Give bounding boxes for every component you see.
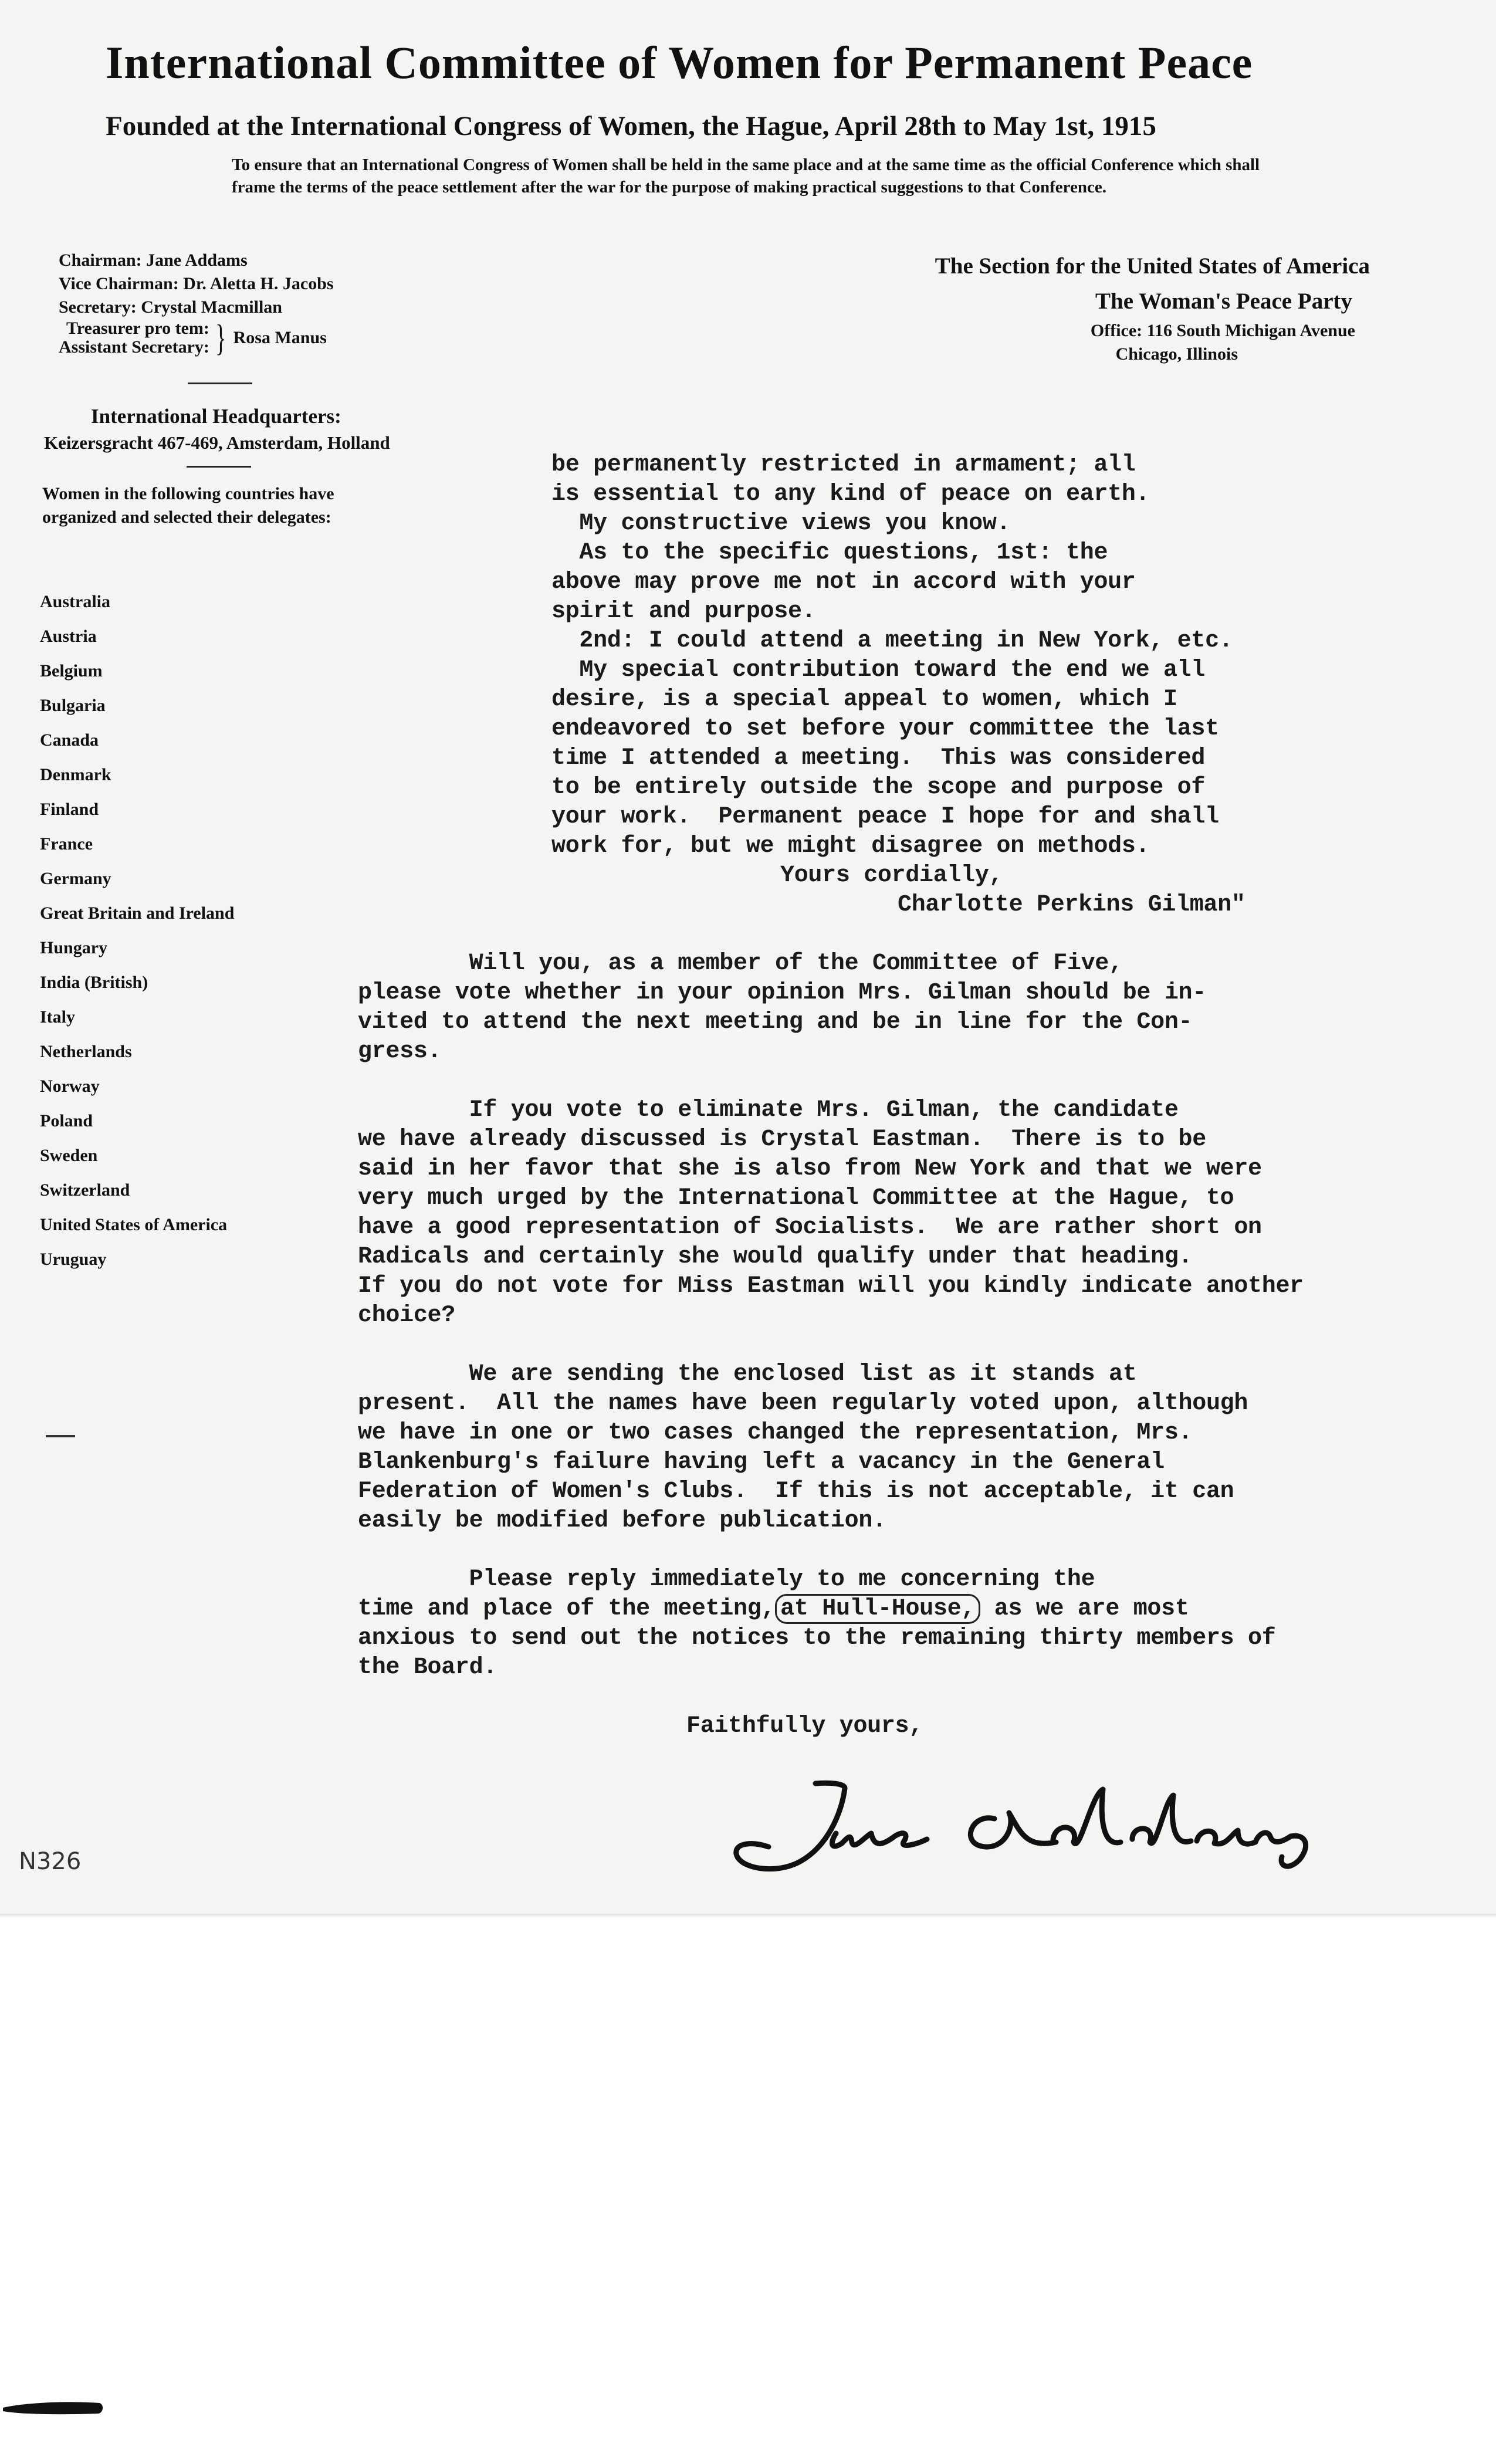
letterhead-purpose: To ensure that an International Congress of Women shall be held in the same place and at the same time as the official Conference which shall frame the terms of the peace settlement after the war for the purpose of making practical suggestions to that Conference. — [232, 155, 1260, 197]
officer-chairman: Chairman: Jane Addams — [59, 251, 248, 270]
us-section-line1: The Section for the United States of America — [935, 253, 1370, 279]
para2-line: If you do not vote for Miss Eastman will you kindly indicate another — [358, 1273, 1304, 1299]
officer-treasurer: Treasurer pro tem: — [66, 319, 209, 338]
quote-signature: Charlotte Perkins Gilman" — [898, 892, 1245, 918]
headquarters-address: Keizersgracht 467-469, Amsterdam, Holland — [44, 432, 390, 453]
para2-line: said in her favor that she is also from New York and that we were — [358, 1156, 1262, 1182]
country-item: United States of America — [40, 1215, 228, 1234]
quote-line: time I attended a meeting. This was considered — [551, 745, 1206, 771]
letter-closing: Faithfully yours, — [686, 1713, 923, 1739]
quote-line: My special contribution toward the end we all — [551, 657, 1206, 683]
country-item: Great Britain and Ireland — [40, 903, 235, 923]
country-item: Canada — [40, 730, 99, 750]
us-section-line3: Office: 116 South Michigan Avenue — [1090, 321, 1355, 340]
para4-line: the Board. — [358, 1654, 497, 1681]
para1-line: Will you, as a member of the Committee of Five, — [358, 950, 1123, 977]
para1-line: gress. — [358, 1038, 442, 1065]
quote-line: work for, but we might disagree on methods. — [551, 833, 1150, 859]
para4-line2-start: time and place of the meeting, — [358, 1596, 776, 1622]
country-item: Norway — [40, 1077, 100, 1096]
quote-line: be permanently restricted in armament; all — [551, 452, 1136, 478]
countries-list — [40, 590, 234, 1282]
quote-line: desire, is a special appeal to women, which I — [551, 686, 1177, 713]
para1-line: please vote whether in your opinion Mrs. Gilman should be in- — [358, 980, 1206, 1006]
quote-line: My constructive views you know. — [551, 510, 1011, 537]
officer-treasurer-name: Rosa Manus — [233, 328, 327, 347]
para2-line: have a good representation of Socialists. We are rather short on — [358, 1214, 1262, 1241]
para4-line: Please reply immediately to me concerning the — [358, 1566, 1095, 1593]
para3-line: we have in one or two cases changed the representation, Mrs. — [358, 1420, 1193, 1446]
para3-line: Federation of Women's Clubs. If this is not acceptable, it can — [358, 1478, 1234, 1505]
officer-vice-chairman: Vice Chairman: Dr. Aletta H. Jacobs — [59, 274, 334, 293]
country-item: Germany — [40, 869, 111, 888]
divider — [188, 383, 252, 384]
us-section-line4: Chicago, Illinois — [1115, 344, 1238, 364]
para2-line: very much urged by the International Committee at the Hague, to — [358, 1185, 1234, 1211]
margin-mark — [46, 1435, 75, 1437]
letterhead-founded-line: Founded at the International Congress of Women, the Hague, April 28th to May 1st, 1915 — [106, 111, 1156, 141]
country-item: Switzerland — [40, 1180, 130, 1200]
quote-line: spirit and purpose. — [551, 598, 816, 625]
country-item: Belgium — [40, 661, 103, 681]
archive-number: N326 — [19, 1848, 82, 1875]
country-item: Uruguay — [40, 1250, 107, 1269]
quote-line: above may prove me not in accord with your — [551, 569, 1136, 595]
para2-line: choice? — [358, 1302, 455, 1329]
signature-jane-addams — [727, 1778, 1320, 1877]
officer-treasurer-block — [59, 319, 422, 357]
country-item: Hungary — [40, 938, 108, 957]
us-section-block — [783, 249, 1370, 366]
letterhead-title: International Committee of Women for Permanent Peace — [106, 37, 1253, 88]
para2-line: we have already discussed is Crystal Eastman. There is to be — [358, 1126, 1206, 1153]
quote-line: 2nd: I could attend a meeting in New York, etc. — [551, 628, 1233, 654]
sheet-bottom-edge — [0, 1914, 1496, 1918]
country-item: Denmark — [40, 765, 111, 784]
para4-line: anxious to send out the notices to the remaining thirty members of — [358, 1625, 1276, 1651]
para3-line: Blankenburg's failure having left a vacancy in the General — [358, 1449, 1165, 1475]
para2-line: Radicals and certainly she would qualify under that heading. — [358, 1244, 1193, 1270]
quote-line: endeavored to set before your committee the last — [551, 716, 1219, 742]
quote-line: to be entirely outside the scope and purpose of — [551, 774, 1206, 801]
officers-block — [59, 249, 422, 357]
para4-line — [358, 1595, 1390, 1624]
country-item: India (British) — [40, 973, 148, 992]
us-section-line2: The Woman's Peace Party — [1095, 289, 1352, 314]
quote-line: As to the specific questions, 1st: the — [551, 540, 1108, 566]
country-item: Australia — [40, 592, 110, 611]
letter-body — [358, 451, 1390, 1741]
country-item: Italy — [40, 1007, 75, 1027]
officer-secretary: Secretary: Crystal Macmillan — [59, 297, 282, 317]
marker-stroke — [0, 2397, 106, 2417]
country-item: Finland — [40, 800, 99, 819]
countries-intro: Women in the following countries have organized and selected their delegates: — [42, 484, 334, 527]
divider — [187, 466, 251, 468]
headquarters-title: International Headquarters: — [91, 405, 341, 428]
para3-line: present. All the names have been regularly voted upon, although — [358, 1390, 1248, 1417]
quote-line: your work. Permanent peace I hope for and shall — [551, 804, 1219, 830]
officer-assistant-secretary: Assistant Secretary: — [59, 337, 209, 357]
country-item: Bulgaria — [40, 696, 106, 715]
country-item: Sweden — [40, 1146, 98, 1165]
para2-line: If you vote to eliminate Mrs. Gilman, the candidate — [358, 1097, 1179, 1123]
para3-line: We are sending the enclosed list as it stands at — [358, 1361, 1137, 1387]
country-item: Netherlands — [40, 1042, 132, 1061]
country-item: Poland — [40, 1111, 93, 1131]
hull-house-circled: at Hull-House, — [775, 1594, 980, 1624]
para4-line2-end: as we are most — [980, 1596, 1189, 1622]
para3-line: easily be modified before publication. — [358, 1508, 886, 1534]
quote-closing: Yours cordially, — [780, 862, 1003, 889]
quote-line: is essential to any kind of peace on earth. — [551, 481, 1150, 507]
brace-icon: } — [215, 317, 226, 358]
para1-line: vited to attend the next meeting and be in line for the Con- — [358, 1009, 1193, 1035]
country-item: Austria — [40, 627, 97, 646]
country-item: France — [40, 834, 93, 854]
